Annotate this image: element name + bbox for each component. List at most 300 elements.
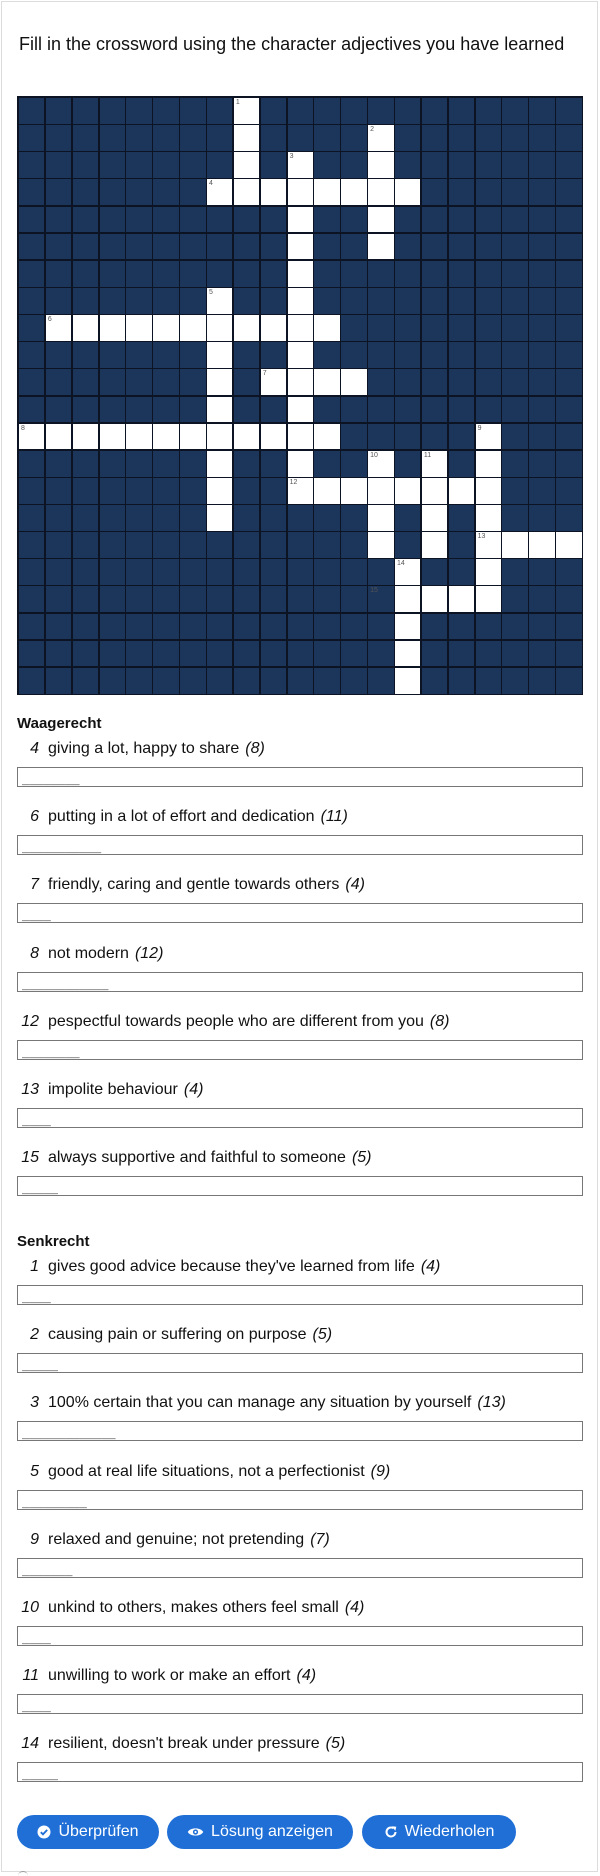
- grid-block: [99, 585, 126, 613]
- grid-block: [233, 531, 260, 559]
- clue-length: (4): [420, 1258, 441, 1275]
- grid-cell[interactable]: [475, 585, 502, 613]
- grid-cell[interactable]: [313, 178, 340, 206]
- clue-length: (7): [310, 1530, 330, 1548]
- clue-text-line: [17, 1149, 372, 1167]
- grid-block: [260, 124, 287, 152]
- grid-cell[interactable]: [125, 423, 152, 451]
- clue-text-line: [17, 1735, 345, 1753]
- grid-block: [206, 531, 233, 559]
- clue-text: always supportive and faithful to someone: [48, 1149, 346, 1167]
- check-button-label: Überprüfen: [58, 1823, 139, 1840]
- grid-cell[interactable]: [206, 450, 233, 478]
- answer-input[interactable]: _____: [17, 1176, 583, 1196]
- grid-cell[interactable]: [206, 396, 233, 424]
- grid-cell[interactable]: [99, 423, 126, 451]
- grid-cell[interactable]: [394, 667, 421, 695]
- grid-cell[interactable]: [287, 396, 314, 424]
- grid-block: [421, 368, 448, 396]
- grid-block: [394, 206, 421, 234]
- grid-block: [313, 151, 340, 179]
- grid-cell[interactable]: [45, 423, 72, 451]
- grid-block: [45, 97, 72, 125]
- grid-block: [340, 260, 367, 288]
- answer-input[interactable]: ________: [17, 767, 583, 787]
- grid-block: [287, 531, 314, 559]
- grid-cell[interactable]: [287, 178, 314, 206]
- answer-input[interactable]: ____: [17, 1626, 583, 1646]
- grid-cell[interactable]: [260, 423, 287, 451]
- clue-number: 6: [30, 808, 39, 826]
- grid-block: [125, 531, 152, 559]
- answer-input[interactable]: ____: [17, 1108, 583, 1128]
- grid-block: [99, 368, 126, 396]
- clue-length: (5): [325, 1735, 346, 1753]
- grid-block: [125, 233, 152, 261]
- grid-cell[interactable]: [233, 178, 260, 206]
- grid-block: [313, 97, 340, 125]
- grid-cell[interactable]: [367, 178, 394, 206]
- grid-block: [99, 233, 126, 261]
- grid-block: [475, 667, 502, 695]
- grid-cell[interactable]: [394, 477, 421, 505]
- answer-input[interactable]: _________: [17, 1490, 583, 1510]
- grid-block: [18, 124, 45, 152]
- grid-block: [555, 667, 582, 695]
- grid-block: [260, 97, 287, 125]
- grid-cell[interactable]: [421, 450, 448, 478]
- grid-cell[interactable]: [448, 585, 475, 613]
- grid-block: [18, 341, 45, 369]
- grid-block: [313, 206, 340, 234]
- grid-cell[interactable]: [287, 233, 314, 261]
- grid-cell[interactable]: [475, 450, 502, 478]
- grid-block: [421, 260, 448, 288]
- grid-block: [475, 368, 502, 396]
- clue-text: gives good advice because they've learned from life: [48, 1258, 415, 1275]
- grid-block: [448, 613, 475, 641]
- grid-block: [18, 613, 45, 641]
- cell-number: 1: [235, 99, 240, 106]
- grid-block: [125, 613, 152, 641]
- across-title: Waagerecht: [17, 715, 102, 732]
- clue-length: (12): [134, 944, 164, 962]
- grid-block: [260, 341, 287, 369]
- grid-block: [45, 504, 72, 532]
- grid-cell[interactable]: [340, 178, 367, 206]
- grid-cell[interactable]: [394, 585, 421, 613]
- clue-number: 1: [30, 1258, 39, 1275]
- grid-cell[interactable]: [206, 423, 233, 451]
- grid-cell[interactable]: [287, 314, 314, 342]
- grid-block: [99, 450, 126, 478]
- clue-item: [17, 1735, 583, 1783]
- grid-block: [313, 558, 340, 586]
- grid-block: [501, 314, 528, 342]
- grid-block: [18, 477, 45, 505]
- grid-block: [313, 341, 340, 369]
- grid-cell[interactable]: [287, 341, 314, 369]
- grid-block: [367, 368, 394, 396]
- grid-block: [18, 233, 45, 261]
- grid-cell[interactable]: [367, 233, 394, 261]
- grid-block: [501, 260, 528, 288]
- grid-cell[interactable]: [313, 368, 340, 396]
- grid-block: [179, 396, 206, 424]
- redo-icon: [384, 1825, 398, 1839]
- grid-cell[interactable]: [125, 314, 152, 342]
- grid-cell[interactable]: [287, 450, 314, 478]
- grid-block: [340, 396, 367, 424]
- grid-block: [555, 396, 582, 424]
- retry-button[interactable]: [362, 1815, 516, 1849]
- grid-block: [421, 423, 448, 451]
- clue-text: relaxed and genuine; not pretending: [48, 1530, 305, 1548]
- grid-cell[interactable]: [394, 178, 421, 206]
- grid-cell[interactable]: [475, 477, 502, 505]
- grid-block: [152, 124, 179, 152]
- grid-block: [367, 341, 394, 369]
- grid-block: [528, 233, 555, 261]
- grid-cell[interactable]: [367, 206, 394, 234]
- grid-cell[interactable]: [367, 151, 394, 179]
- answer-input[interactable]: _____: [17, 1353, 583, 1373]
- grid-block: [475, 640, 502, 668]
- grid-block: [45, 531, 72, 559]
- grid-cell[interactable]: [555, 531, 582, 559]
- grid-block: [179, 640, 206, 668]
- grid-cell[interactable]: [206, 504, 233, 532]
- grid-block: [233, 558, 260, 586]
- grid-cell[interactable]: [394, 558, 421, 586]
- grid-block: [45, 558, 72, 586]
- grid-cell[interactable]: [260, 368, 287, 396]
- grid-block: [260, 450, 287, 478]
- grid-block: [18, 368, 45, 396]
- grid-cell[interactable]: [340, 477, 367, 505]
- clue-length: (8): [245, 740, 265, 757]
- grid-block: [72, 667, 99, 695]
- clue-number: 14: [21, 1735, 39, 1753]
- grid-block: [260, 585, 287, 613]
- clue-text-line: [17, 1667, 316, 1685]
- grid-block: [367, 260, 394, 288]
- grid-block: [72, 585, 99, 613]
- grid-block: [99, 97, 126, 125]
- grid-cell[interactable]: [367, 124, 394, 152]
- grid-block: [152, 206, 179, 234]
- answer-input[interactable]: ___________: [17, 835, 583, 855]
- grid-block: [179, 585, 206, 613]
- grid-cell[interactable]: [421, 531, 448, 559]
- grid-cell[interactable]: [340, 368, 367, 396]
- clue-item: [17, 1013, 583, 1061]
- clue-text-line: [17, 1258, 440, 1276]
- grid-block: [125, 477, 152, 505]
- grid-block: [475, 206, 502, 234]
- grid-block: [287, 558, 314, 586]
- grid-block: [152, 396, 179, 424]
- grid-block: [555, 640, 582, 668]
- grid-block: [233, 341, 260, 369]
- grid-cell[interactable]: [233, 423, 260, 451]
- grid-block: [287, 613, 314, 641]
- grid-cell[interactable]: [448, 477, 475, 505]
- grid-block: [528, 640, 555, 668]
- check-circle-icon: [37, 1825, 51, 1839]
- grid-cell[interactable]: [99, 314, 126, 342]
- answer-input[interactable]: ________: [17, 1040, 583, 1060]
- answer-input[interactable]: _______: [17, 1558, 583, 1578]
- grid-block: [260, 477, 287, 505]
- grid-cell[interactable]: [260, 178, 287, 206]
- grid-block: [99, 667, 126, 695]
- grid-cell[interactable]: [72, 423, 99, 451]
- grid-block: [421, 613, 448, 641]
- grid-cell[interactable]: [313, 477, 340, 505]
- grid-block: [99, 477, 126, 505]
- grid-cell[interactable]: [501, 531, 528, 559]
- grid-block: [260, 640, 287, 668]
- grid-cell[interactable]: [206, 341, 233, 369]
- clue-item: [17, 1081, 583, 1129]
- grid-block: [72, 368, 99, 396]
- grid-block: [45, 477, 72, 505]
- grid-block: [340, 287, 367, 315]
- grid-cell[interactable]: [367, 450, 394, 478]
- grid-cell[interactable]: [233, 124, 260, 152]
- answer-input[interactable]: _____________: [17, 1421, 583, 1441]
- grid-block: [179, 558, 206, 586]
- eye-icon: [187, 1826, 204, 1838]
- grid-block: [233, 504, 260, 532]
- grid-block: [18, 667, 45, 695]
- grid-block: [72, 178, 99, 206]
- crossword-grid: [17, 96, 583, 695]
- grid-block: [555, 504, 582, 532]
- grid-cell[interactable]: [287, 287, 314, 315]
- grid-cell[interactable]: [18, 423, 45, 451]
- grid-block: [125, 341, 152, 369]
- grid-block: [72, 97, 99, 125]
- clue-text: putting in a lot of effort and dedication: [48, 808, 315, 826]
- grid-block: [555, 233, 582, 261]
- clue-text: resilient, doesn't break under pressure: [48, 1735, 320, 1753]
- grid-block: [367, 97, 394, 125]
- grid-cell[interactable]: [475, 531, 502, 559]
- clue-item: [17, 945, 583, 993]
- grid-block: [99, 151, 126, 179]
- grid-block: [528, 260, 555, 288]
- cell-number: 15: [370, 587, 378, 595]
- grid-cell[interactable]: [45, 314, 72, 342]
- grid-cell[interactable]: [260, 314, 287, 342]
- grid-block: [45, 233, 72, 261]
- answer-input[interactable]: _____: [17, 1762, 583, 1782]
- grid-cell[interactable]: [475, 504, 502, 532]
- clue-text-line: [17, 1463, 390, 1481]
- grid-cell[interactable]: [152, 314, 179, 342]
- grid-cell[interactable]: [287, 206, 314, 234]
- grid-cell[interactable]: [394, 613, 421, 641]
- grid-block: [367, 585, 394, 613]
- grid-block: [206, 97, 233, 125]
- grid-block: [394, 124, 421, 152]
- clue-item: [17, 1531, 583, 1579]
- down-title: Senkrecht: [17, 1233, 90, 1250]
- grid-block: [501, 558, 528, 586]
- answer-input[interactable]: ____________: [17, 972, 583, 992]
- grid-cell[interactable]: [233, 314, 260, 342]
- grid-cell[interactable]: [206, 287, 233, 315]
- grid-cell[interactable]: [313, 423, 340, 451]
- grid-block: [340, 613, 367, 641]
- grid-block: [45, 640, 72, 668]
- grid-block: [72, 504, 99, 532]
- clue-text: not modern: [48, 944, 129, 962]
- grid-cell[interactable]: [287, 260, 314, 288]
- grid-block: [125, 667, 152, 695]
- grid-cell[interactable]: [528, 531, 555, 559]
- grid-block: [340, 585, 367, 613]
- grid-block: [448, 368, 475, 396]
- grid-block: [340, 233, 367, 261]
- cell-number: 2: [370, 126, 375, 134]
- grid-block: [367, 423, 394, 451]
- grid-block: [206, 124, 233, 152]
- grid-cell[interactable]: [475, 558, 502, 586]
- grid-cell[interactable]: [394, 640, 421, 668]
- grid-block: [18, 504, 45, 532]
- grid-block: [287, 640, 314, 668]
- grid-block: [528, 124, 555, 152]
- clue-length: (5): [351, 1149, 372, 1167]
- clue-text-line: [17, 808, 348, 826]
- grid-cell[interactable]: [287, 151, 314, 179]
- grid-block: [152, 341, 179, 369]
- grid-block: [367, 667, 394, 695]
- grid-block: [528, 450, 555, 478]
- grid-block: [394, 423, 421, 451]
- grid-block: [501, 504, 528, 532]
- grid-block: [72, 287, 99, 315]
- grid-cell[interactable]: [206, 178, 233, 206]
- grid-block: [448, 531, 475, 559]
- grid-block: [501, 151, 528, 179]
- grid-cell[interactable]: [206, 314, 233, 342]
- grid-cell[interactable]: [421, 477, 448, 505]
- show-solution-button[interactable]: [167, 1815, 353, 1849]
- grid-block: [555, 314, 582, 342]
- grid-block: [501, 368, 528, 396]
- cell-number: 3: [289, 153, 294, 161]
- grid-block: [555, 613, 582, 641]
- grid-cell[interactable]: [313, 314, 340, 342]
- grid-cell[interactable]: [179, 423, 206, 451]
- grid-cell[interactable]: [72, 314, 99, 342]
- grid-cell[interactable]: [287, 368, 314, 396]
- grid-block: [152, 233, 179, 261]
- grid-cell[interactable]: [367, 504, 394, 532]
- grid-block: [475, 260, 502, 288]
- grid-block: [260, 233, 287, 261]
- grid-cell[interactable]: [475, 423, 502, 451]
- grid-block: [99, 531, 126, 559]
- grid-block: [72, 640, 99, 668]
- grid-block: [179, 97, 206, 125]
- grid-block: [340, 667, 367, 695]
- clue-length: (4): [296, 1667, 317, 1685]
- grid-block: [528, 341, 555, 369]
- check-button[interactable]: [17, 1815, 159, 1849]
- grid-block: [528, 423, 555, 451]
- grid-block: [313, 640, 340, 668]
- clue-text-line: [17, 1013, 449, 1031]
- grid-block: [125, 450, 152, 478]
- grid-cell[interactable]: [206, 477, 233, 505]
- grid-block: [501, 206, 528, 234]
- grid-block: [72, 151, 99, 179]
- grid-block: [394, 396, 421, 424]
- grid-block: [367, 314, 394, 342]
- grid-cell[interactable]: [287, 477, 314, 505]
- grid-cell[interactable]: [367, 531, 394, 559]
- grid-cell[interactable]: [152, 423, 179, 451]
- grid-cell[interactable]: [206, 368, 233, 396]
- cell-number: 12: [289, 478, 298, 486]
- grid-block: [206, 613, 233, 641]
- grid-cell[interactable]: [287, 423, 314, 451]
- grid-block: [555, 178, 582, 206]
- grid-block: [233, 396, 260, 424]
- grid-block: [206, 233, 233, 261]
- grid-cell[interactable]: [233, 97, 260, 125]
- grid-block: [501, 477, 528, 505]
- grid-block: [394, 287, 421, 315]
- grid-cell[interactable]: [421, 585, 448, 613]
- clue-item: [17, 1599, 583, 1647]
- grid-block: [125, 504, 152, 532]
- grid-cell[interactable]: [233, 151, 260, 179]
- grid-block: [152, 368, 179, 396]
- grid-block: [125, 640, 152, 668]
- grid-block: [501, 585, 528, 613]
- grid-cell[interactable]: [367, 477, 394, 505]
- grid-block: [206, 206, 233, 234]
- grid-block: [152, 178, 179, 206]
- answer-input[interactable]: ____: [17, 903, 583, 923]
- grid-block: [501, 640, 528, 668]
- grid-block: [152, 640, 179, 668]
- grid-block: [179, 124, 206, 152]
- grid-block: [421, 233, 448, 261]
- answer-input[interactable]: ____: [17, 1694, 583, 1714]
- grid-block: [340, 341, 367, 369]
- clue-number: 5: [30, 1462, 39, 1480]
- grid-block: [125, 151, 152, 179]
- grid-cell[interactable]: [421, 504, 448, 532]
- grid-block: [99, 613, 126, 641]
- grid-block: [475, 124, 502, 152]
- clue-length: (8): [429, 1012, 450, 1030]
- cell-number: 8: [21, 424, 25, 432]
- grid-block: [152, 450, 179, 478]
- clue-length: (5): [312, 1326, 333, 1344]
- grid-block: [501, 97, 528, 125]
- grid-cell[interactable]: [179, 314, 206, 342]
- answer-input[interactable]: ____: [17, 1285, 583, 1305]
- grid-block: [99, 124, 126, 152]
